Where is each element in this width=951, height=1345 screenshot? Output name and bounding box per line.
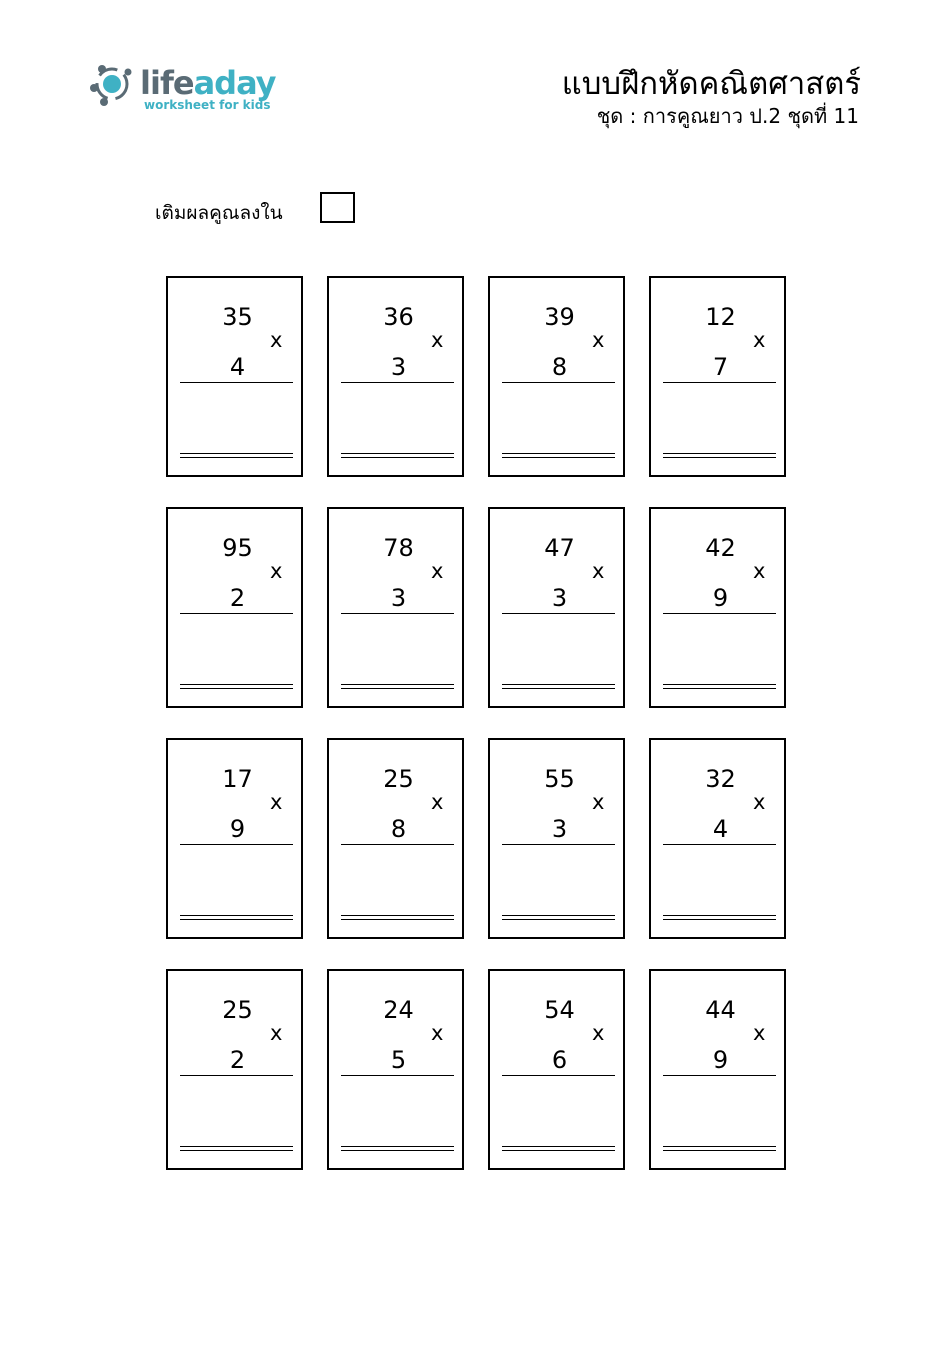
answer-line-bottom <box>502 919 615 920</box>
problem-card <box>166 969 303 1170</box>
problem-card <box>327 738 464 939</box>
multiply-sign: x <box>592 790 605 814</box>
multiply-sign: x <box>592 328 605 352</box>
multiplicand: 95 <box>222 534 253 562</box>
answer-line-top[interactable] <box>502 1146 615 1147</box>
multiplier: 3 <box>551 815 568 843</box>
multiply-sign: x <box>753 559 766 583</box>
problem-card <box>327 276 464 477</box>
lifeaday-logo <box>88 58 288 118</box>
answer-line-bottom <box>502 457 615 458</box>
answer-line-top[interactable] <box>502 915 615 916</box>
instruction-answer-box <box>320 192 355 223</box>
instruction-text: เติมผลคูณลงใน <box>155 202 283 224</box>
answer-line-top[interactable] <box>341 915 454 916</box>
calc-line <box>180 1075 293 1076</box>
multiplier: 4 <box>712 815 729 843</box>
multiplicand: 24 <box>383 996 414 1024</box>
multiplicand: 42 <box>705 534 736 562</box>
calc-line <box>663 613 776 614</box>
answer-line-top[interactable] <box>663 1146 776 1147</box>
calc-line <box>341 844 454 845</box>
calc-line <box>341 613 454 614</box>
multiplier: 3 <box>390 353 407 381</box>
calc-line <box>341 382 454 383</box>
answer-line-top[interactable] <box>180 1146 293 1147</box>
problem-card <box>649 738 786 939</box>
calc-line <box>341 1075 454 1076</box>
multiplicand: 78 <box>383 534 414 562</box>
problem-card <box>649 969 786 1170</box>
multiply-sign: x <box>753 1021 766 1045</box>
calc-line <box>180 613 293 614</box>
problem-card <box>488 507 625 708</box>
problem-card <box>649 507 786 708</box>
answer-line-bottom <box>502 688 615 689</box>
answer-line-top[interactable] <box>341 453 454 454</box>
answer-line-top[interactable] <box>180 915 293 916</box>
multiply-sign: x <box>270 790 283 814</box>
multiplier: 4 <box>229 353 246 381</box>
multiplier: 3 <box>551 584 568 612</box>
multiplicand: 25 <box>383 765 414 793</box>
multiplier: 9 <box>712 584 729 612</box>
multiplier: 3 <box>390 584 407 612</box>
answer-line-bottom <box>663 457 776 458</box>
multiply-sign: x <box>431 1021 444 1045</box>
multiplier: 9 <box>712 1046 729 1074</box>
multiply-sign: x <box>431 559 444 583</box>
multiplier: 7 <box>712 353 729 381</box>
multiplier: 9 <box>229 815 246 843</box>
calc-line <box>663 1075 776 1076</box>
multiply-sign: x <box>431 790 444 814</box>
multiplicand: 17 <box>222 765 253 793</box>
molecule-logo-icon <box>88 60 136 108</box>
answer-line-bottom <box>180 457 293 458</box>
problem-card <box>166 276 303 477</box>
answer-line-bottom <box>341 457 454 458</box>
multiply-sign: x <box>592 1021 605 1045</box>
answer-line-bottom <box>180 1150 293 1151</box>
answer-line-top[interactable] <box>663 684 776 685</box>
multiplier: 2 <box>229 584 246 612</box>
multiplicand: 44 <box>705 996 736 1024</box>
multiply-sign: x <box>270 1021 283 1045</box>
multiplicand: 32 <box>705 765 736 793</box>
problem-grid <box>166 276 786 1170</box>
calc-line <box>502 382 615 383</box>
logo-wordmark: lifeaday <box>140 64 276 102</box>
calc-line <box>180 844 293 845</box>
multiply-sign: x <box>431 328 444 352</box>
calc-line <box>180 382 293 383</box>
answer-line-top[interactable] <box>180 453 293 454</box>
multiplicand: 35 <box>222 303 253 331</box>
problem-card <box>488 969 625 1170</box>
multiplicand: 25 <box>222 996 253 1024</box>
multiply-sign: x <box>753 790 766 814</box>
logo-tagline: worksheet for kids <box>144 98 271 112</box>
multiplicand: 47 <box>544 534 575 562</box>
multiply-sign: x <box>592 559 605 583</box>
worksheet-subtitle: ชุด : การคูณยาว ป.2 ชุดที่ 11 <box>596 104 859 128</box>
problem-card <box>166 738 303 939</box>
answer-line-top[interactable] <box>663 915 776 916</box>
multiplicand: 54 <box>544 996 575 1024</box>
worksheet-title: แบบฝึกหัดคณิตศาสตร์ <box>561 66 861 102</box>
answer-line-bottom <box>180 919 293 920</box>
answer-line-top[interactable] <box>341 1146 454 1147</box>
answer-line-bottom <box>341 688 454 689</box>
answer-line-bottom <box>663 688 776 689</box>
answer-line-top[interactable] <box>502 453 615 454</box>
problem-card <box>488 276 625 477</box>
multiplier: 5 <box>390 1046 407 1074</box>
multiply-sign: x <box>270 328 283 352</box>
answer-line-top[interactable] <box>180 684 293 685</box>
calc-line <box>663 382 776 383</box>
answer-line-top[interactable] <box>502 684 615 685</box>
multiplier: 2 <box>229 1046 246 1074</box>
problem-card <box>488 738 625 939</box>
multiplier: 6 <box>551 1046 568 1074</box>
answer-line-bottom <box>663 919 776 920</box>
answer-line-top[interactable] <box>663 453 776 454</box>
multiplier: 8 <box>551 353 568 381</box>
calc-line <box>502 844 615 845</box>
answer-line-bottom <box>180 688 293 689</box>
problem-card <box>327 969 464 1170</box>
problem-card <box>166 507 303 708</box>
multiplicand: 55 <box>544 765 575 793</box>
multiplicand: 39 <box>544 303 575 331</box>
multiplicand: 12 <box>705 303 736 331</box>
calc-line <box>663 844 776 845</box>
answer-line-bottom <box>502 1150 615 1151</box>
problem-card <box>649 276 786 477</box>
problem-card <box>327 507 464 708</box>
multiplicand: 36 <box>383 303 414 331</box>
multiply-sign: x <box>753 328 766 352</box>
multiplier: 8 <box>390 815 407 843</box>
multiply-sign: x <box>270 559 283 583</box>
answer-line-bottom <box>341 1150 454 1151</box>
answer-line-bottom <box>341 919 454 920</box>
answer-line-top[interactable] <box>341 684 454 685</box>
calc-line <box>502 613 615 614</box>
calc-line <box>502 1075 615 1076</box>
answer-line-bottom <box>663 1150 776 1151</box>
